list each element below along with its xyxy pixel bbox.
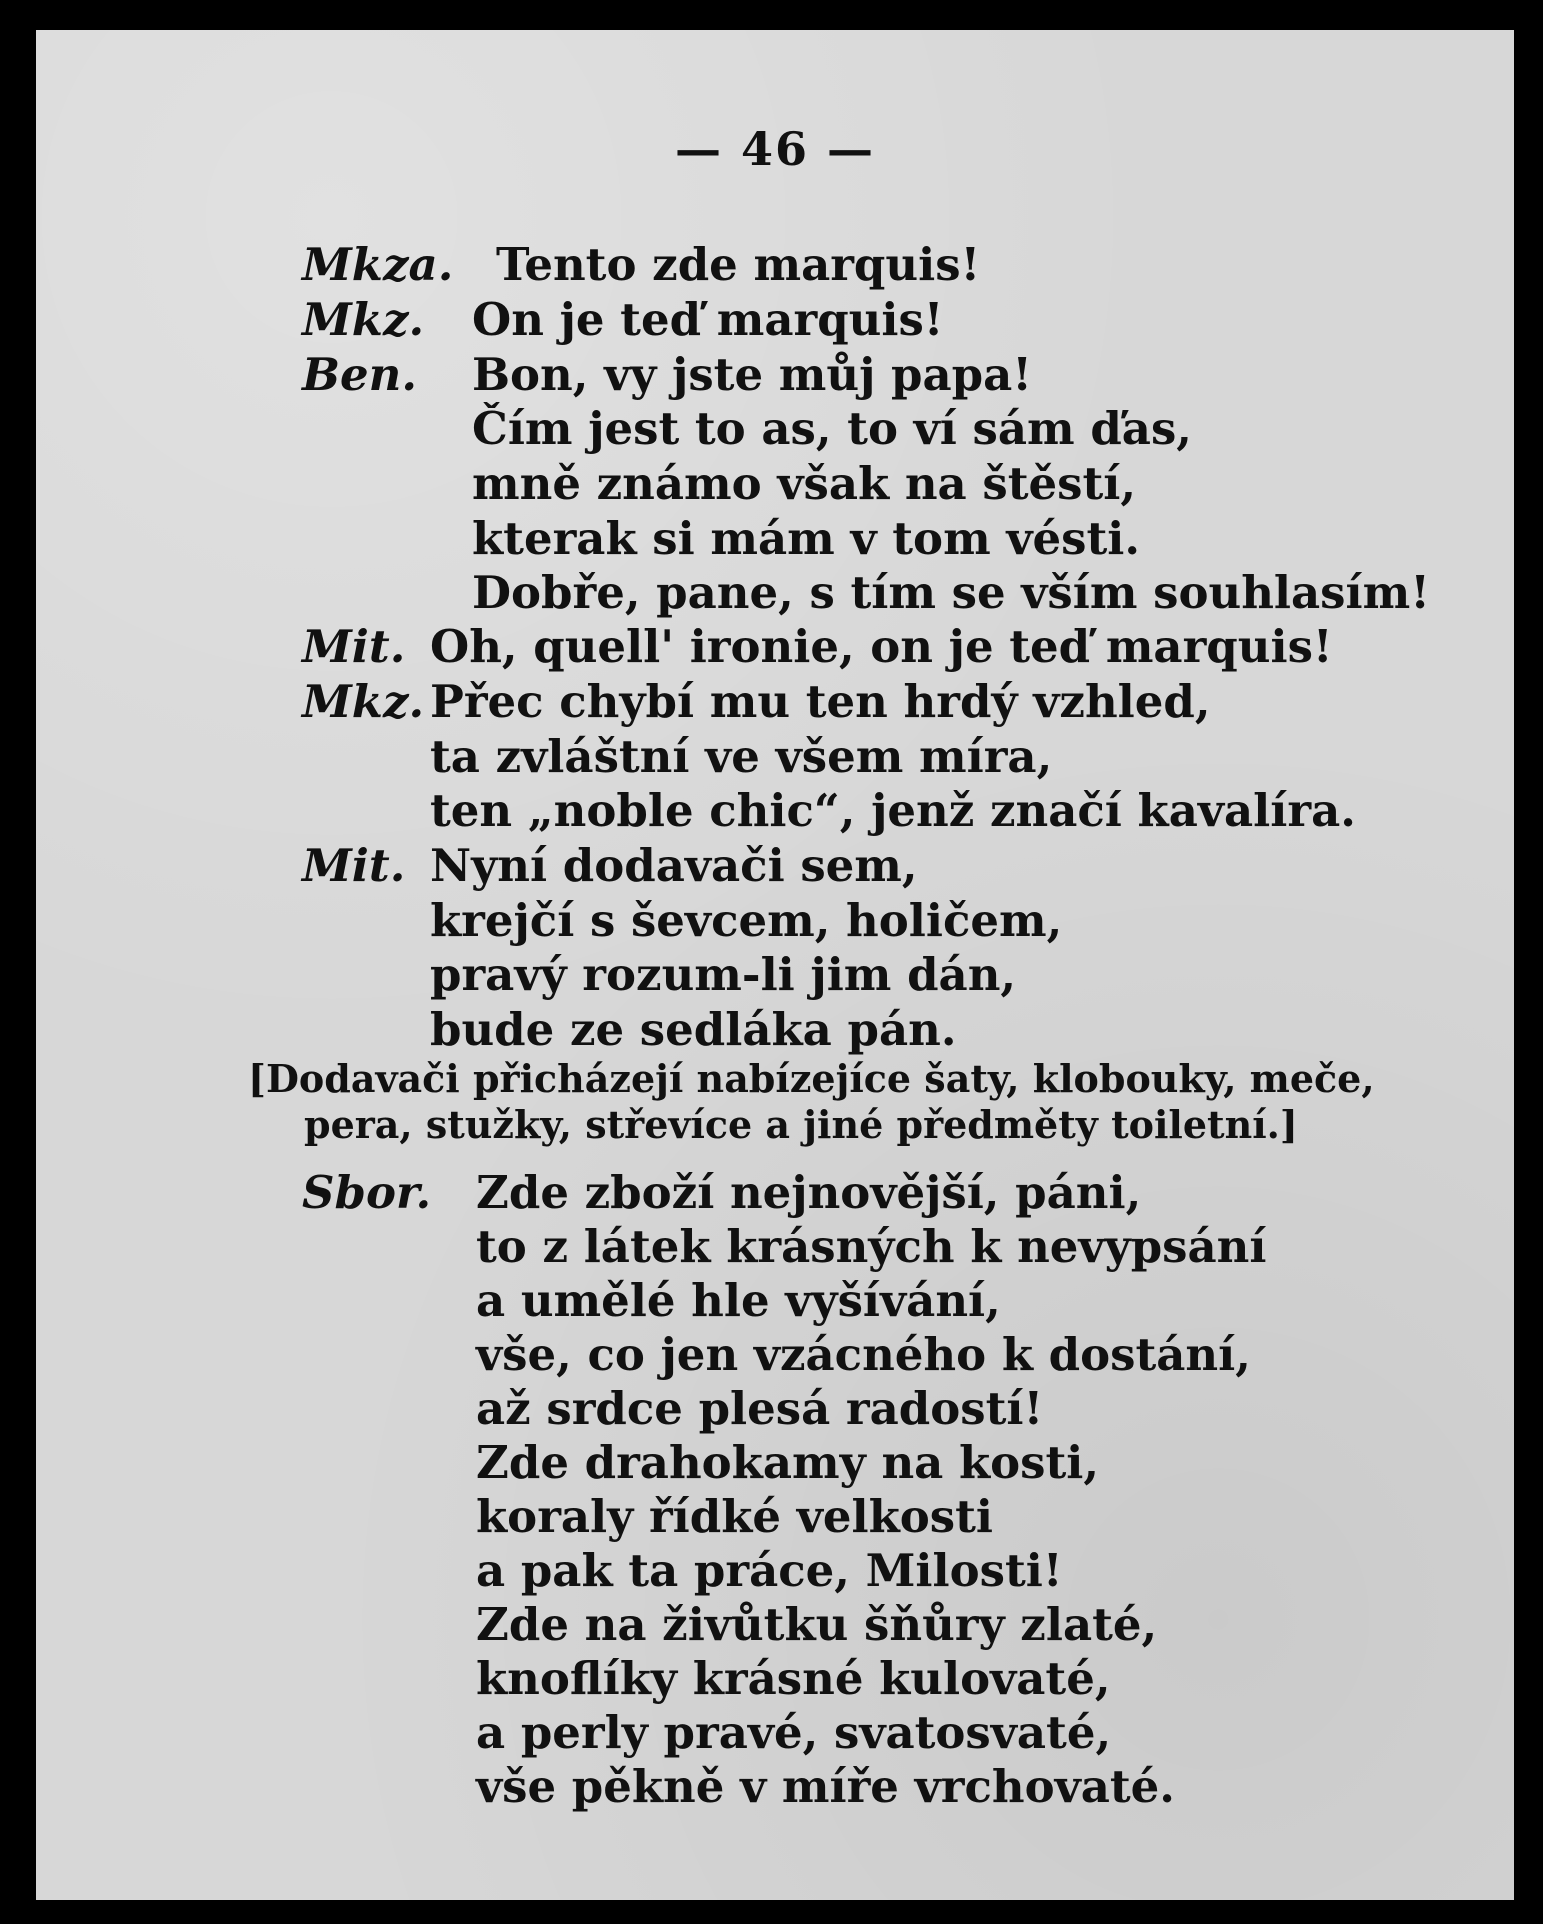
book-page xyxy=(36,30,1514,1900)
verse-line: až srdce plesá radostí! xyxy=(476,1382,1044,1435)
verse-line: knoflíky krásné kulovaté, xyxy=(476,1652,1111,1705)
verse-line: Bon, vy jste můj papa! xyxy=(472,348,1033,401)
verse-line: Zde zboží nejnovější, páni, xyxy=(476,1166,1142,1219)
verse-line: ta zvláštní ve všem míra, xyxy=(430,730,1053,783)
verse-line: bude ze sedláka pán. xyxy=(430,1003,957,1056)
verse-line: vše pěkně v míře vrchovaté. xyxy=(476,1760,1175,1813)
verse-line: ten „noble chic“, jenž značí kavalíra. xyxy=(430,784,1356,837)
stage-direction: pera, stužky, střevíce a jiné předměty toiletní.] xyxy=(304,1102,1298,1147)
verse-line: Přec chybí mu ten hrdý vzhled, xyxy=(430,675,1211,728)
verse-line: to z látek krásných k nevypsání xyxy=(476,1220,1267,1273)
stage-direction: [Dodavači přicházejí nabízejíce šaty, klobouky, meče, xyxy=(248,1056,1375,1101)
verse-line: mně známo však na štěstí, xyxy=(472,457,1137,510)
verse-line: pravý rozum-li jim dán, xyxy=(430,948,1017,1001)
verse-line: a pak ta práce, Milosti! xyxy=(476,1544,1063,1597)
verse-line: kterak si mám v tom vésti. xyxy=(472,512,1141,565)
verse-line: a umělé hle vyšívání, xyxy=(476,1274,1001,1327)
verse-line: krejčí s ševcem, holičem, xyxy=(430,894,1063,947)
verse-line: koraly řídké velkosti xyxy=(476,1490,993,1543)
verse-line: Tento zde marquis! xyxy=(496,238,981,291)
verse-line: Dobře, pane, s tím se vším souhlasím! xyxy=(472,566,1430,619)
speaker-label: Ben. xyxy=(302,348,418,401)
verse-line: vše, co jen vzácného k dostání, xyxy=(476,1328,1251,1381)
verse-line: a perly pravé, svatosvaté, xyxy=(476,1706,1112,1759)
speaker-label: Mkza. xyxy=(302,238,454,291)
verse-line: Čím jest to as, to ví sám ďas, xyxy=(472,402,1192,455)
verse-line: Zde drahokamy na kosti, xyxy=(476,1436,1100,1489)
verse-line: Oh, quell' ironie, on je teď marquis! xyxy=(430,620,1333,673)
page-number: — 46 — xyxy=(674,122,876,176)
speaker-label: Mkz. xyxy=(302,675,425,728)
speaker-label: Mit. xyxy=(302,839,406,892)
verse-line: Zde na živůtku šňůry zlaté, xyxy=(476,1598,1158,1651)
verse-line: On je teď marquis! xyxy=(472,293,944,346)
speaker-label: Mkz. xyxy=(302,293,425,346)
verse-line: Nyní dodavači sem, xyxy=(430,839,918,892)
speaker-label: Mit. xyxy=(302,620,406,673)
speaker-label: Sbor. xyxy=(302,1166,432,1219)
